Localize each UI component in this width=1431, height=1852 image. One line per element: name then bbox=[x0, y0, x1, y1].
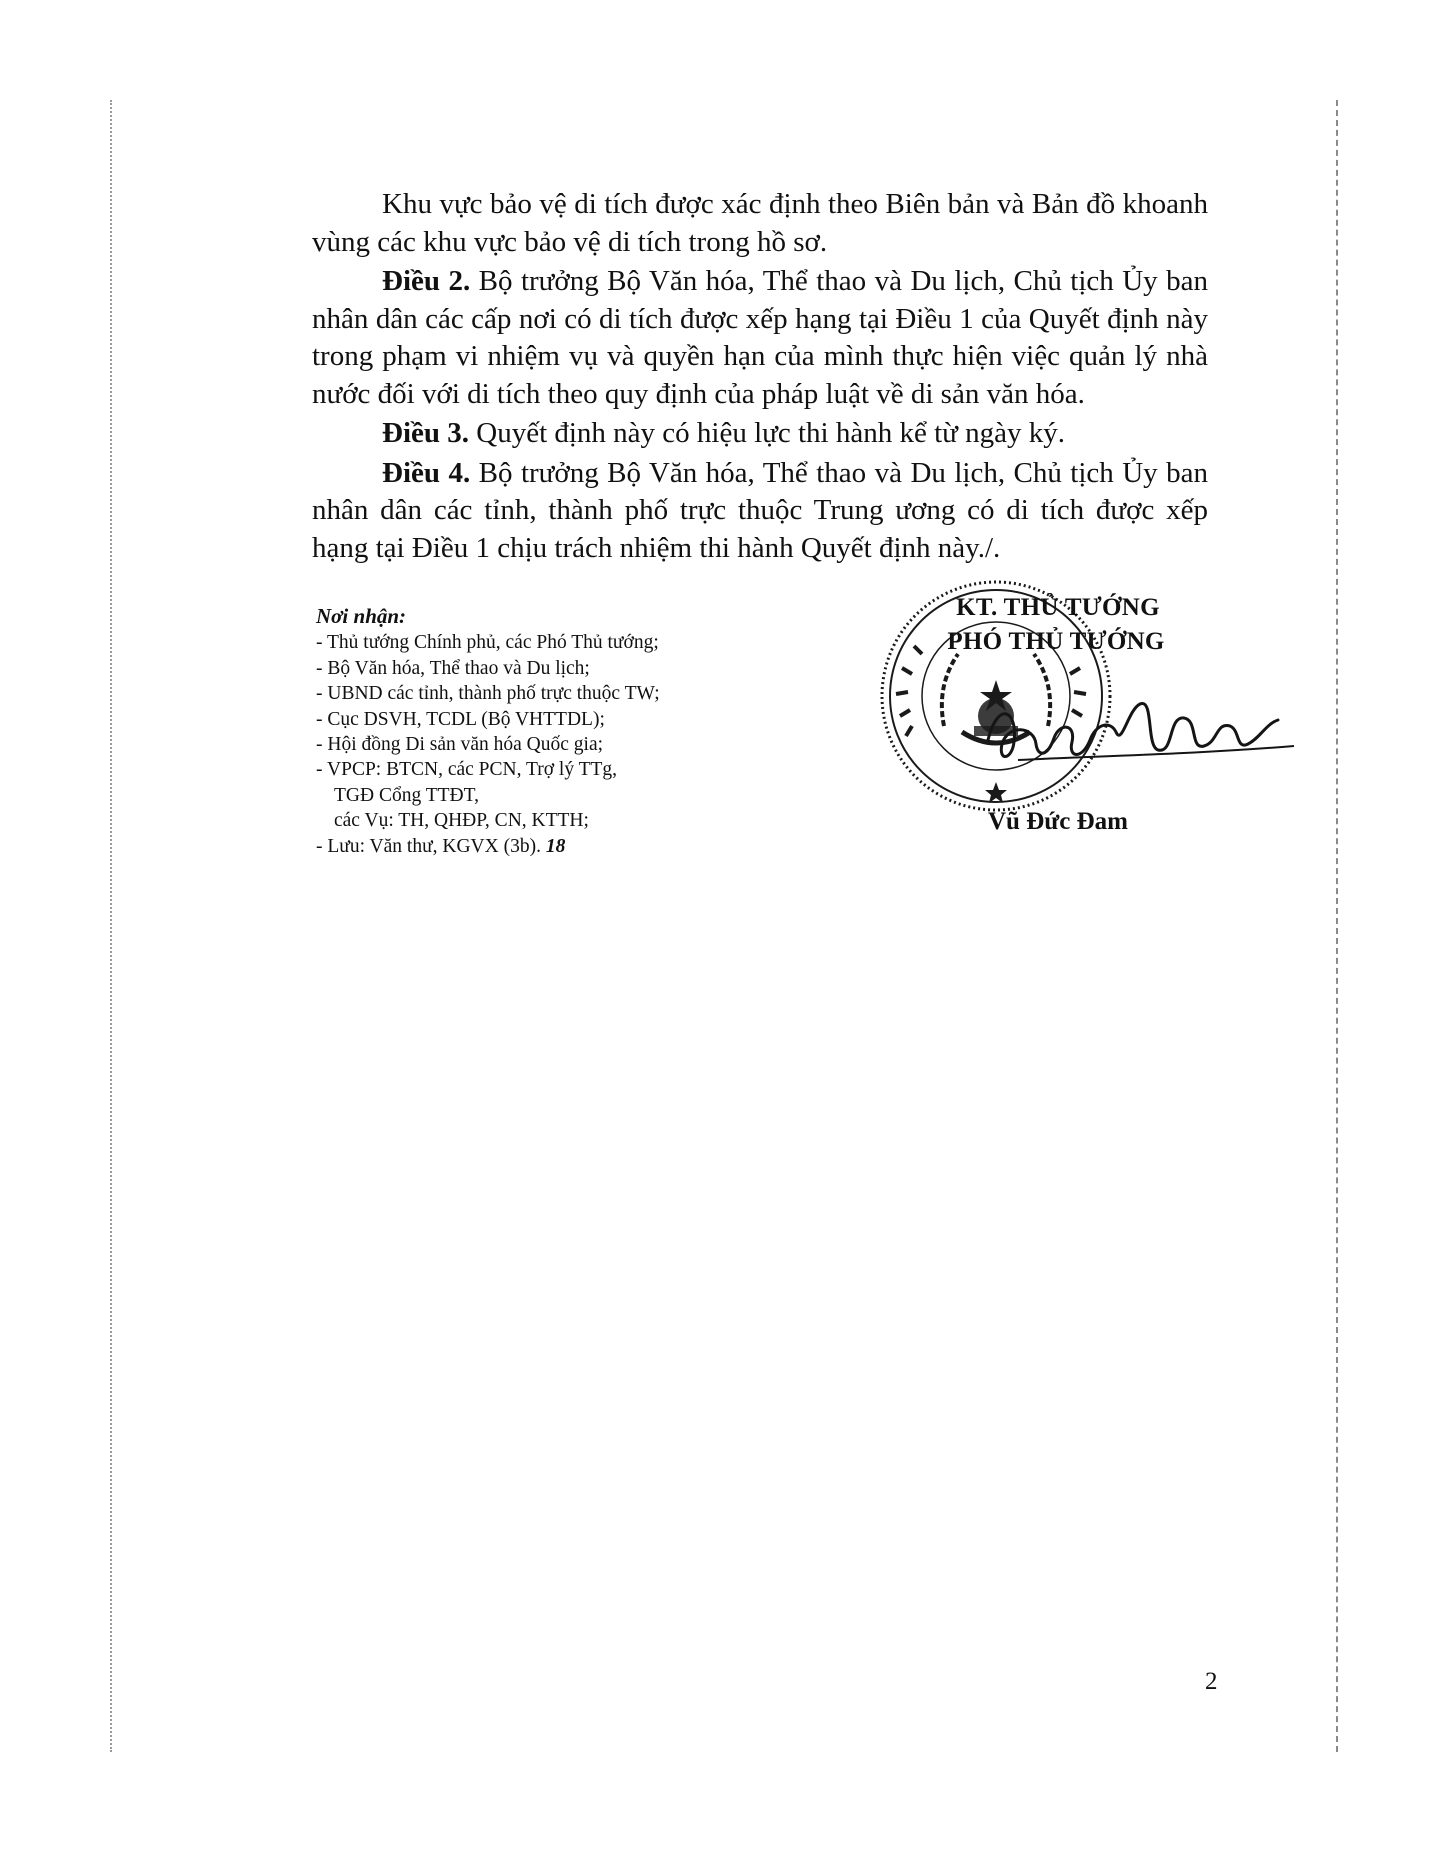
article-2-text: Bộ trưởng Bộ Văn hóa, Thể thao và Du lịch, Chủ tịch Ủy ban nhân dân các cấp nơi có di tích được xếp hạng tại Điều 1 của Quyết định này trong phạm vi nhiệm vụ và quyền hạn của mình thực hiện việc quản lý nhà nước đối với di tích theo quy định của pháp luật về di sản văn hóa. bbox=[312, 265, 1208, 410]
recipient-item: - Lưu: Văn thư, KGVX (3b). bbox=[316, 835, 541, 857]
scan-edge-left bbox=[110, 100, 112, 1752]
article-3 bbox=[312, 415, 1208, 453]
recipient-item-archive bbox=[316, 834, 756, 859]
sign-title-line2: PHÓ THỦ TƯỚNG bbox=[947, 628, 1165, 655]
scan-edge-right bbox=[1336, 100, 1338, 1752]
page-number: 2 bbox=[1205, 1668, 1218, 1695]
paragraph-protection-area: Khu vực bảo vệ di tích được xác định theo Biên bản và Bản đồ khoanh vùng các khu vực bảo vệ di tích trong hồ sơ. bbox=[312, 188, 1208, 258]
recipient-item: - Thủ tướng Chính phủ, các Phó Thủ tướng; bbox=[316, 632, 659, 654]
article-3-text: Quyết định này có hiệu lực thi hành kể từ ngày ký. bbox=[469, 417, 1066, 449]
article-2-label: Điều 2. bbox=[382, 265, 471, 297]
decision-body bbox=[312, 186, 1208, 569]
article-3-label: Điều 3. bbox=[382, 417, 469, 449]
article-4-label: Điều 4. bbox=[382, 456, 471, 489]
recipient-item: - UBND các tỉnh, thành phố trực thuộc TW; bbox=[316, 683, 660, 705]
article-2 bbox=[312, 263, 1208, 413]
recipients-heading: Nơi nhận: bbox=[316, 604, 407, 628]
recipient-item: TGĐ Cổng TTĐT, bbox=[334, 784, 479, 806]
article-4 bbox=[312, 455, 1208, 568]
signer-name: Vũ Đức Đam bbox=[988, 808, 1128, 835]
handwritten-signature-icon bbox=[978, 680, 1298, 790]
signature-block bbox=[858, 572, 1298, 862]
recipient-item: - Cục DSVH, TCDL (Bộ VHTTDL); bbox=[316, 708, 605, 730]
recipient-item: - Bộ Văn hóa, Thể thao và Du lịch; bbox=[316, 657, 590, 679]
recipient-item: các Vụ: TH, QHĐP, CN, KTTH; bbox=[334, 810, 589, 832]
article-4-text: Bộ trưởng Bộ Văn hóa, Thể thao và Du lịch, Chủ tịch Ủy ban nhân dân các tỉnh, thành phố trực thuộc Trung ương có di tích được xếp hạng tại Điều 1 chịu trách nhiệm thi hành Quyết định này./. bbox=[312, 456, 1208, 564]
sign-title-line1: KT. THỦ TƯỚNG bbox=[956, 594, 1160, 621]
archive-mark: 18 bbox=[545, 835, 566, 857]
recipient-item: - VPCP: BTCN, các PCN, Trợ lý TTg, bbox=[316, 759, 618, 781]
recipient-item: - Hội đồng Di sản văn hóa Quốc gia; bbox=[316, 734, 604, 756]
recipients-list bbox=[316, 604, 756, 859]
